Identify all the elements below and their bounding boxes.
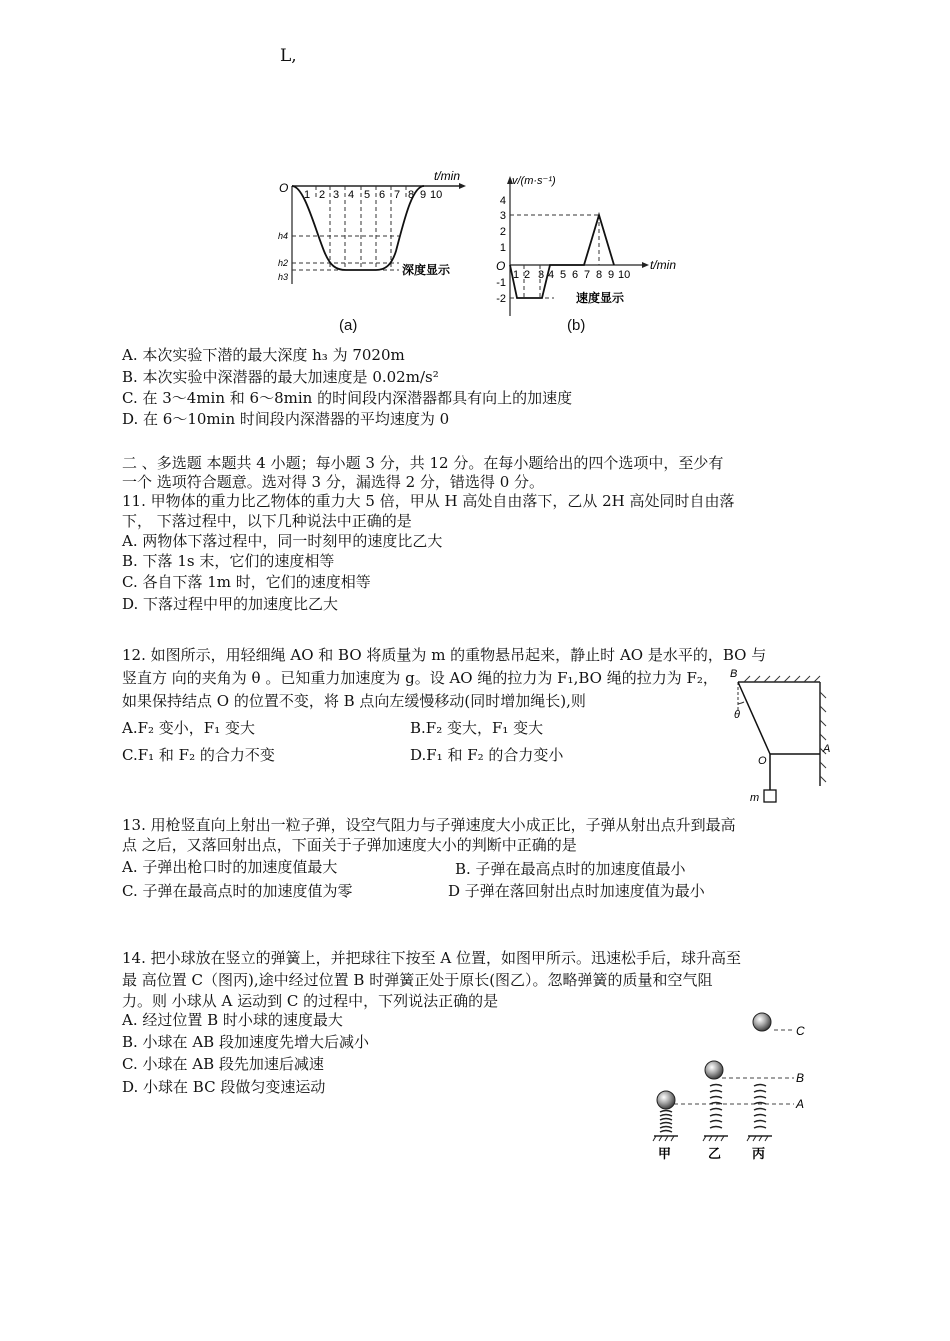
q13-option-d: D 子弹在落回射出点时加速度值为最小 [448,882,705,900]
q10-option-b: B. 本次实验中深潜器的最大加速度是 0.02m/s² [122,368,439,386]
depth-panel-label: (a) [339,317,358,334]
depth-tick: 3 [333,189,340,201]
q11-stem-2: 下， 下落过程中，以下几种说法中正确的是 [122,512,412,530]
spring-label-b: B [796,1071,805,1085]
q14-stem-1: 14. 把小球放在竖立的弹簧上，并把球往下按至 A 位置，如图甲所示。迅速松手后，球升高至 [122,949,741,967]
speed-x-tick: 5 [560,269,567,281]
rope-label-theta: θ [734,709,740,721]
speed-y-tick: 3 [499,210,506,222]
q10-option-c: C. 在 3～4min 和 6～8min 的时间段内深潜器都具有向上的加速度 [122,389,573,407]
rope-label-m: m [750,792,760,804]
q12-stem-2: 竖直方 向的夹角为 θ 。已知重力加速度为 g。设 AO 绳的拉力为 F₁,BO 绳的拉力为 F₂， [122,669,718,687]
speed-y-tick: 1 [499,242,506,254]
depth-tick: 4 [348,189,355,201]
q11-option-a: A. 两物体下落过程中，同一时刻甲的速度比乙大 [122,532,443,550]
depth-y-label: h3 [278,272,289,282]
rope-label-o: O [758,755,767,767]
depth-tick: 2 [319,189,326,201]
depth-tick: 10 [430,189,443,201]
speed-panel-label: (b) [567,317,586,334]
q13-option-c: C. 子弹在最高点时的加速度值为零 [122,882,353,900]
speed-caption: 速度显示 [576,291,625,305]
speed-x-tick: 3 [538,269,545,281]
depth-t-label: t/min [434,169,461,183]
speed-x-tick: 8 [596,269,603,281]
q13-option-a: A. 子弹出枪口时的加速度值最大 [122,858,338,876]
depth-origin: O [279,181,289,195]
depth-caption: 深度显示 [402,263,451,277]
speed-y-unit: v/(m·s⁻¹) [512,175,556,187]
q13-stem-2: 点 之后，又落回射出点，下面关于子弹加速度大小的判断中正确的是 [122,836,577,854]
section2-line1: 二 、多选题 本题共 4 小题；每小题 3 分，共 12 分。在每小题给出的四个选项中，至少有 [122,454,724,472]
speed-origin: O [496,259,506,273]
q14-stem-2: 最 高位置 C（图丙),途中经过位置 B 时弹簧正处于原长(图乙）。忽略弹簧的质量和空气阻 [122,971,713,989]
q14-stem-3: 力。则 小球从 A 运动到 C 的过程中，下列说法正确的是 [122,992,499,1010]
spring-label-bing: 丙 [752,1146,766,1161]
q13-option-b: B. 子弹在最高点时的加速度值最小 [455,860,686,878]
speed-x-tick: 6 [572,269,579,281]
q14-option-c: C. 小球在 AB 段先加速后减速 [122,1055,324,1073]
q14-option-d: D. 小球在 BC 段做匀变速运动 [122,1078,326,1096]
q12-stem-1: 12. 如图所示，用轻细绳 AO 和 BO 将质量为 m 的重物悬吊起来，静止时 AO 是水平的，BO 与 [122,646,767,664]
speed-x-tick: 1 [513,269,520,281]
q12-option-c: C.F₁ 和 F₂ 的合力不变 [122,746,275,764]
section2-line2: 一个 选项符合题意。选对得 3 分，漏选得 2 分，错选得 0 分。 [122,473,545,491]
q11-option-c: C. 各自下落 1m 时，它们的速度相等 [122,573,371,591]
q12-option-b: B.F₂ 变大，F₁ 变大 [410,719,544,737]
depth-tick: 1 [304,189,311,201]
rope-label-a: A [823,743,831,755]
depth-y-label: h2 [278,258,289,268]
depth-tick: 9 [420,189,427,201]
q11-option-d: D. 下落过程中甲的加速度比乙大 [122,595,339,613]
depth-tick: 7 [394,189,401,201]
spring-figure [648,1008,814,1162]
speed-y-tick: 4 [499,195,506,207]
speed-t-label: t/min [650,258,677,272]
speed-y-tick: -2 [496,293,506,305]
header-mark: L, [280,46,297,66]
q12-option-d: D.F₁ 和 F₂ 的合力变小 [410,746,564,764]
q11-stem-1: 11. 甲物体的重力比乙物体的重力大 5 倍，甲从 H 高处自由落下，乙从 2H 高处同时自由落 [122,492,735,510]
depth-tick: 8 [408,189,415,201]
rope-figure [728,668,832,810]
speed-x-tick: 10 [618,269,631,281]
speed-x-tick: 7 [584,269,591,281]
spring-label-yi: 乙 [708,1146,722,1161]
q14-option-b: B. 小球在 AB 段加速度先增大后减小 [122,1033,369,1051]
rope-label-b: B [730,668,738,680]
speed-y-tick: -1 [496,277,506,289]
spring-label-a: A [796,1097,805,1111]
q10-option-d: D. 在 6～10min 时间段内深潜器的平均速度为 0 [122,410,450,428]
q11-option-b: B. 下落 1s 末，它们的速度相等 [122,552,335,570]
speed-chart [484,166,684,326]
speed-x-tick: 9 [608,269,615,281]
q12-stem-3: 如果保持结点 O 的位置不变，将 B 点向左缓慢移动(同时增加绳长),则 [122,692,586,710]
spring-label-c: C [796,1024,805,1038]
depth-y-label: h4 [278,231,289,241]
depth-tick: 6 [379,189,386,201]
depth-tick: 5 [364,189,371,201]
depth-chart [274,166,474,316]
speed-x-tick: 2 [524,269,531,281]
spring-label-jia: 甲 [658,1146,672,1161]
q14-option-a: A. 经过位置 B 时小球的速度最大 [122,1011,343,1029]
speed-x-tick: 4 [548,269,555,281]
q13-stem-1: 13. 用枪竖直向上射出一粒子弹，设空气阻力与子弹速度大小成正比，子弹从射出点升到最高 [122,816,736,834]
q10-option-a: A. 本次实验下潜的最大深度 h₃ 为 7020m [122,346,405,364]
q12-option-a: A.F₂ 变小，F₁ 变大 [122,719,255,737]
speed-y-tick: 2 [499,226,506,238]
